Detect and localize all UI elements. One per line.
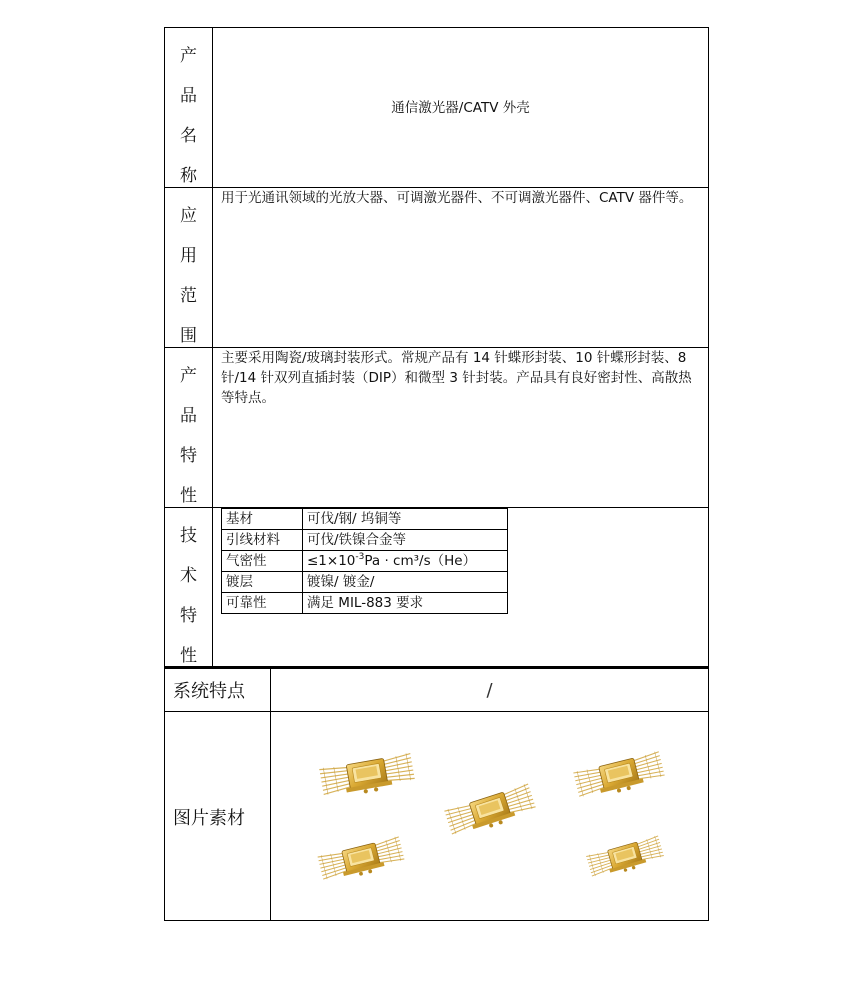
label-image-materials: 图片素材 xyxy=(165,712,271,921)
package-photo-4 xyxy=(317,836,405,885)
table-row xyxy=(222,572,508,593)
image-gallery xyxy=(271,712,708,921)
system-images-table xyxy=(164,667,709,921)
label-char: 范 xyxy=(180,286,197,306)
technical-specs-value xyxy=(213,508,708,666)
label-product-name xyxy=(165,28,213,187)
butterfly-package-photos xyxy=(271,712,708,921)
label-char: 称 xyxy=(180,166,197,186)
label-char: 术 xyxy=(180,566,197,586)
label-char: 围 xyxy=(180,326,197,346)
table-row xyxy=(222,593,508,614)
package-photo-1 xyxy=(319,753,416,801)
spec-value: 可伐/钢/ 坞铜等 xyxy=(303,509,508,530)
table-row xyxy=(222,551,508,572)
row-product-name xyxy=(165,28,708,188)
label-char: 品 xyxy=(180,406,197,426)
label-char: 品 xyxy=(180,86,197,106)
spec-value-exponent: -3 xyxy=(355,552,365,562)
spec-key: 基材 xyxy=(222,509,303,530)
label-char: 名 xyxy=(180,126,197,146)
table-row xyxy=(222,509,508,530)
label-technical-specs xyxy=(165,508,213,666)
tech-specs-table xyxy=(221,508,508,614)
spec-value-suffix: Pa · cm³/s（He） xyxy=(364,553,477,569)
spec-key: 可靠性 xyxy=(222,593,303,614)
label-char: 产 xyxy=(180,46,197,66)
application-value: 用于光通讯领域的光放大器、可调激光器件、不可调激光器件、CATV 器件等。 xyxy=(221,190,693,206)
label-system-features: 系统特点 xyxy=(165,669,271,711)
label-product-features xyxy=(165,348,213,507)
row-technical-specs xyxy=(165,508,708,666)
spec-key: 气密性 xyxy=(222,551,303,572)
label-char: 特 xyxy=(180,446,197,466)
spec-key: 镀层 xyxy=(222,572,303,593)
spec-value: 镀镍/ 镀金/ xyxy=(303,572,508,593)
table-row xyxy=(222,530,508,551)
row-product-features xyxy=(165,348,708,508)
row-image-materials xyxy=(165,712,708,921)
product-info-table xyxy=(164,27,709,667)
label-char: 性 xyxy=(180,486,197,506)
label-char: 特 xyxy=(180,606,197,626)
package-photo-2 xyxy=(444,783,537,840)
spec-key: 引线材料 xyxy=(222,530,303,551)
spec-value-prefix: ≤1×10 xyxy=(307,553,356,569)
system-features-value xyxy=(271,669,708,711)
row-application xyxy=(165,188,708,348)
label-char: 用 xyxy=(180,246,197,266)
label-application xyxy=(165,188,213,347)
system-features-slash: / xyxy=(486,679,493,701)
spec-value-hermeticity xyxy=(303,551,508,572)
row-system-features xyxy=(165,669,708,712)
label-char: 产 xyxy=(180,366,197,386)
label-char: 性 xyxy=(180,646,197,666)
product-name-value: 通信激光器/CATV 外壳 xyxy=(391,99,530,116)
product-features-value: 主要采用陶瓷/玻璃封装形式。常规产品有 14 针蝶形封装、10 针蝶形封装、8 针/14 针双列直插封装（DIP）和微型 3 针封装。产品具有良好密封性、高散热等特点。 xyxy=(221,350,692,406)
spec-value: 满足 MIL-883 要求 xyxy=(303,593,508,614)
label-char: 应 xyxy=(180,206,197,226)
package-photo-5 xyxy=(586,835,665,881)
label-char: 技 xyxy=(180,526,197,546)
package-photo-3 xyxy=(573,751,666,802)
spec-value: 可伐/铁镍合金等 xyxy=(303,530,508,551)
